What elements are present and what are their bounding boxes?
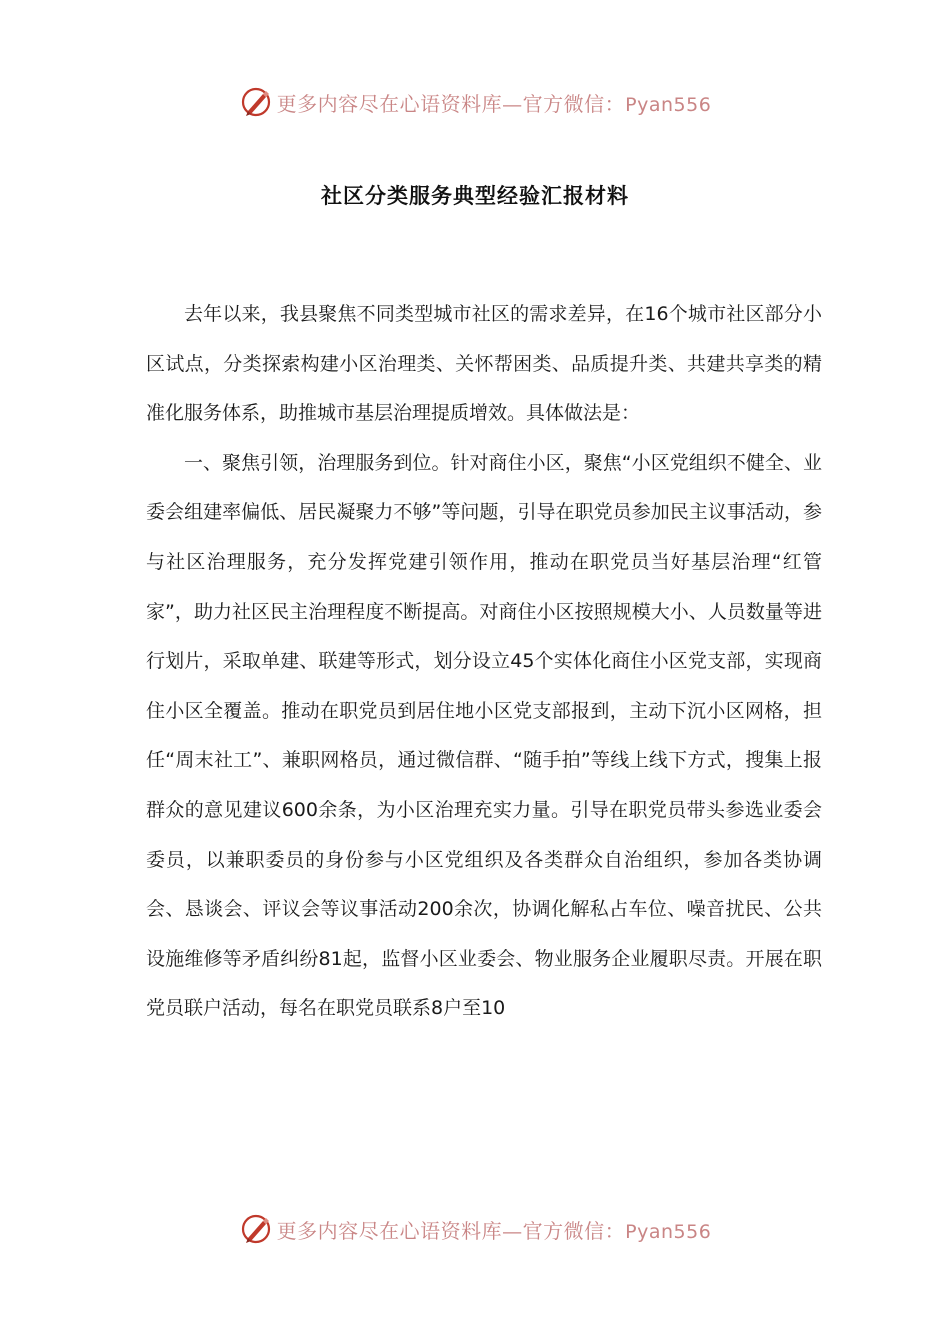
banner-text: 更多内容尽在心语资料库—官方微信：Pyan556 (276, 91, 712, 116)
banner-text: 更多内容尽在心语资料库—官方微信：Pyan556 (276, 1218, 712, 1243)
pen-logo-icon (239, 1212, 273, 1246)
wechat-account: Pyan556 (625, 93, 712, 116)
header-banner (0, 82, 950, 122)
footer-banner (0, 1209, 950, 1249)
wechat-account: Pyan556 (625, 1220, 712, 1243)
paragraph: 去年以来，我县聚焦不同类型城市社区的需求差异，在16个城市社区部分小区试点，分类探索构建小区治理类、关怀帮困类、品质提升类、共建共享类的精准化服务体系，助推城市基层治理提质增效。具体做法是： (146, 303, 822, 425)
document-title: 社区分类服务典型经验汇报材料 (321, 184, 629, 208)
document-body (146, 290, 822, 1034)
pen-logo-icon (239, 85, 273, 119)
paragraph: 一、聚焦引领，治理服务到位。针对商住小区，聚焦“小区党组织不健全、业委会组建率偏低、居民凝聚力不够”等问题，引导在职党员参加民主议事活动，参与社区治理服务，充分发挥党建引领作用，推动在职党员当好基层治理“红管家”，助力社区民主治理程度不断提高。对商住小区按照规模大小、人员数量等进行划片，采取单建、联建等形式，划分设立45个实体化商住小区党支部，实现商住小区全覆盖。推动在职党员到居住地小区党支部报到，主动下沉小区网格，担任“周末社工”、兼职网格员，通过微信群、“随手拍”等线上线下方式，搜集上报群众的意见建议600余条，为小区治理充实力量。引导在职党员带头参选业委会委员，以兼职委员的身份参与小区党组织及各类群众自治组织，参加各类协调会、恳谈会、评议会等议事活动200余次，协调化解私占车位、噪音扰民、公共设施维修等矛盾纠纷81起，监督小区业委会、物业服务企业履职尽责。开展在职党员联户活动，每名在职党员联系8户至10 (146, 451, 822, 1020)
